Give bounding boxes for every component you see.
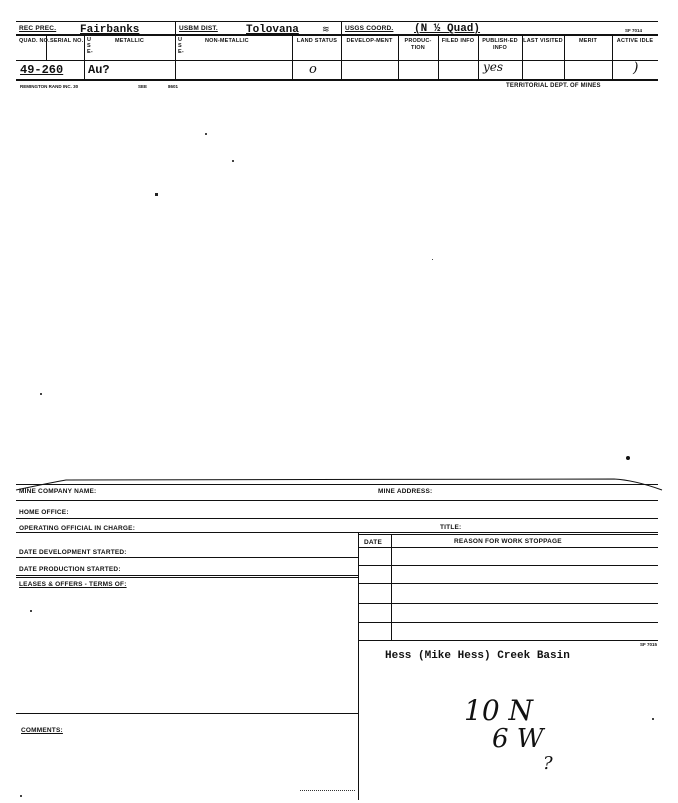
comments-label: COMMENTS: xyxy=(21,727,63,734)
speck xyxy=(652,718,654,720)
rule xyxy=(16,79,658,81)
col-last-visited: LAST VISITED xyxy=(523,38,563,44)
print-code-b: 8601 xyxy=(168,84,179,89)
printer-imprint: REMINGTON RAND INC. 30 xyxy=(20,84,79,89)
col-metallic-prefix: U S E- xyxy=(87,37,93,55)
divider xyxy=(391,534,392,640)
col-merit: MERIT xyxy=(578,38,598,44)
hand-note-township: 6 W xyxy=(492,724,544,754)
rule xyxy=(16,518,658,519)
date-development-label: DATE DEVELOPMENT STARTED: xyxy=(19,549,127,556)
date-production-label: DATE PRODUCTION STARTED: xyxy=(19,566,121,573)
speck xyxy=(155,193,158,196)
rule xyxy=(16,575,358,576)
rule xyxy=(16,500,658,501)
location-name: Hess (Mike Hess) Creek Basin xyxy=(385,650,570,662)
rule xyxy=(16,557,358,558)
metallic-value: Au? xyxy=(88,63,110,77)
published-info-value: yes xyxy=(483,60,504,74)
leases-label: LEASES & OFFERS - TERMS OF: xyxy=(19,581,127,588)
rule xyxy=(358,565,658,566)
usgs-coord-label: USGS COORD. xyxy=(345,25,394,32)
col-filed-info: FILED INFO xyxy=(441,38,475,44)
rule xyxy=(16,21,658,22)
rule xyxy=(358,534,658,535)
agency-label: TERRITORIAL DEPT. OF MINES xyxy=(506,83,601,89)
divider xyxy=(358,532,359,800)
rule xyxy=(16,577,358,578)
rec-prec-label: REC PREC. xyxy=(19,25,57,32)
rule xyxy=(358,622,658,623)
speck xyxy=(626,456,630,460)
col-serial: SERIAL NO. xyxy=(50,38,84,44)
divider xyxy=(46,34,47,60)
col-development: DEVELOP-MENT xyxy=(346,38,393,44)
col-published-info: PUBLISH-ED INFO xyxy=(482,38,518,51)
card-edge xyxy=(14,470,664,492)
operating-official-label: OPERATING OFFICIAL IN CHARGE: xyxy=(19,525,136,532)
col-metallic: METALLIC xyxy=(115,38,144,44)
form-code-top: SF 7014 xyxy=(625,28,643,33)
hand-note-range: 10 N xyxy=(464,694,534,727)
usbm-dist-label: USBM DIST. xyxy=(179,25,218,32)
rule xyxy=(358,547,658,548)
rule xyxy=(358,603,658,604)
speck xyxy=(20,795,22,797)
reason-col-label: REASON FOR WORK STOPPAGE xyxy=(454,538,562,545)
col-land-status: LAND STATUS xyxy=(296,38,338,44)
divider xyxy=(341,21,342,79)
divider xyxy=(175,21,176,79)
form-code-bottom: SF 7015 xyxy=(640,642,658,647)
mine-address-label: MINE ADDRESS: xyxy=(378,488,433,495)
date-col-label: DATE xyxy=(364,539,383,546)
title-label: TITLE: xyxy=(440,524,462,531)
active-idle-value: ) xyxy=(633,60,639,76)
divider xyxy=(84,34,85,79)
rule xyxy=(16,60,658,61)
quad-serial-value: 49-260 xyxy=(20,63,64,77)
speck xyxy=(205,133,207,135)
speck xyxy=(432,259,433,260)
rule xyxy=(358,640,658,641)
speck xyxy=(300,790,355,794)
speck xyxy=(30,610,32,612)
usbm-dist-value: Tolovana xyxy=(246,24,299,36)
col-nonmetallic-prefix: U S E- xyxy=(178,37,184,55)
rec-prec-value: Fairbanks xyxy=(80,24,140,36)
rule xyxy=(16,713,358,714)
col-production: PRODUC-TION xyxy=(404,38,432,51)
mine-company-name-label: MINE COMPANY NAME: xyxy=(19,488,97,495)
col-quad: QUAD. NO. xyxy=(19,38,50,44)
mark-icon: ≋ xyxy=(322,24,330,34)
col-nonmetallic: NON-METALLIC xyxy=(205,38,249,44)
col-active-idle: ACTIVE IDLE xyxy=(616,38,654,44)
land-status-value: o xyxy=(309,62,317,77)
speck xyxy=(232,160,234,162)
rule xyxy=(16,532,658,533)
rule xyxy=(16,484,658,485)
print-code-a: SEE xyxy=(138,84,148,89)
speck xyxy=(40,393,42,395)
home-office-label: HOME OFFICE: xyxy=(19,509,69,516)
hand-note-query: ? xyxy=(543,753,553,774)
usgs-coord-value: (N ½ Quad) xyxy=(414,23,481,35)
rule xyxy=(358,583,658,584)
